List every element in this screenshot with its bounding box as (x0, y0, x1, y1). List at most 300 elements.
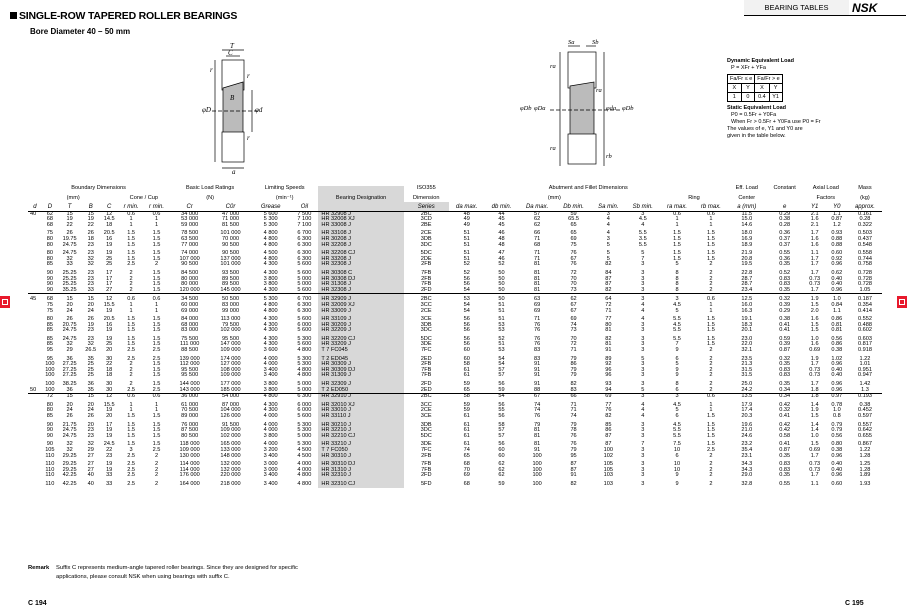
xy-factor-table (727, 74, 783, 102)
cell-rb: 1 (709, 216, 713, 223)
cell-C0r: 101 000 (220, 261, 241, 268)
cell-m: 0.728 (857, 269, 872, 276)
cell-des: HR 32909 J (318, 294, 403, 303)
cell-o: 5 600 (297, 316, 312, 323)
cell-r1: 0.6 (118, 294, 143, 303)
cell-Da: 81 (533, 432, 541, 439)
cell-da: 69 (463, 472, 470, 479)
cell-da: 53 (449, 294, 485, 303)
cell-C: 30 (106, 386, 113, 393)
cell-D: 80 (46, 316, 53, 323)
cell-Sa: 103 (603, 480, 613, 487)
cell-D: 90 (46, 427, 53, 434)
cell-Sa: 102 (603, 452, 613, 459)
cell-r2: 0.6 (144, 394, 169, 400)
cell-a: 31.5 (741, 366, 753, 373)
cell-Db: 75 (570, 241, 577, 248)
cell-e: 0.29 (779, 307, 791, 314)
cell-rb: 1.5 (707, 335, 715, 342)
cell-r1: 1 (129, 307, 133, 314)
cell-des: HR 33108 J (318, 228, 403, 237)
cell-da: 74 (463, 446, 470, 453)
static-load-note: When Fr > 0.5Fr + Y0Fa use P0 = Fr (731, 119, 821, 125)
cell-C: 19 (106, 432, 113, 439)
cell-ra: 3 (660, 394, 694, 400)
head-basic-load-ratings: Basic Load Ratings (185, 185, 235, 191)
cell-D: 62 (46, 210, 53, 217)
cell-e: 0.42 (779, 427, 791, 434)
cell-db: 45 (498, 221, 505, 228)
diagram-label-Db: φDb (520, 105, 532, 112)
cell-m: 0.655 (857, 432, 872, 439)
cell-rb: 2 (709, 269, 713, 276)
cell-g: 4 500 (263, 250, 278, 257)
cell-da: 56 (463, 327, 470, 334)
diagram-label-B: B (230, 94, 235, 102)
diagram-label-C: C (228, 49, 233, 57)
cell-des: HR 33010 J (318, 408, 403, 414)
values-note-1: The values of e, Y1 and Y0 are (727, 126, 803, 132)
cell-C0r: 137 000 (220, 255, 241, 262)
cell-r1: 2.5 (127, 452, 135, 459)
cell-g: 3 800 (263, 275, 278, 282)
cell-Cr: 80 000 (181, 275, 199, 282)
cell-e: 0.32 (766, 294, 804, 303)
cell-B: 29 (87, 446, 94, 453)
cell-r2: 2 (154, 452, 159, 459)
cell-C: 20 (106, 347, 113, 354)
cell-Cr: 84 000 (181, 316, 199, 323)
cell-db: 50 (498, 269, 505, 276)
cell-r2: 2.5 (152, 355, 161, 362)
cell-g: 3 800 (263, 281, 278, 288)
cell-T: 24.75 (62, 241, 77, 248)
cell-Da: 71 (533, 235, 541, 242)
cell-ser: 5FD (420, 480, 432, 487)
cell-B: 15 (87, 210, 94, 217)
cell-rb: 1.5 (707, 413, 715, 419)
brand-logo: NSK (852, 1, 878, 15)
cell-Db: 74 (570, 321, 577, 328)
cell-des: HR 32310 CJ (318, 479, 403, 488)
cell-da: 61 (463, 413, 470, 419)
cell-Y1: 1.5 (810, 441, 819, 448)
cell-rb: 2 (709, 452, 713, 459)
cell-m: 1.28 (859, 466, 871, 473)
cell-e: 0.87 (779, 446, 791, 453)
cell-ser: 5DC (420, 250, 432, 257)
cell-ra: 1.5 (673, 255, 681, 262)
cell-Y1: 1.7 (810, 269, 819, 276)
cell-rb: 1 (709, 301, 713, 308)
cell-o: 5 300 (297, 355, 312, 362)
cell-g: 4 000 (263, 413, 278, 419)
cell-e: 0.55 (779, 480, 791, 487)
cell-Db: 66 (556, 394, 591, 400)
column-header: D (42, 202, 58, 212)
cell-T: 42.25 (62, 472, 77, 479)
cell-r2: 2 (154, 461, 159, 468)
cell-g: 3 000 (263, 466, 278, 473)
cell-ser: 7FB (421, 269, 432, 276)
cell-o: 6 300 (297, 241, 312, 248)
cell-Sa: 94 (605, 386, 612, 393)
cell-ser: 2FD (420, 381, 432, 388)
cell-Da: 71 (533, 250, 541, 257)
cell-Da: 76 (533, 321, 541, 328)
cell-e: 0.35 (779, 361, 791, 368)
cell-Da: 91 (533, 381, 541, 388)
cell-T: 24.75 (62, 250, 77, 257)
cell-B: 20 (87, 401, 94, 408)
cell-g: 4 800 (263, 235, 278, 242)
cell-db: 57 (498, 366, 505, 373)
cell-B: 20 (87, 301, 94, 308)
cell-C: 17 (106, 275, 113, 282)
cell-m: 1.01 (859, 361, 871, 368)
cell-C: 15.5 (103, 301, 115, 308)
cell-m: 0.728 (857, 275, 872, 282)
cell-a: 32.1 (741, 347, 753, 354)
cell-e: 0.35 (779, 381, 791, 388)
head-eff-load: Eff. Load (735, 185, 758, 191)
cell-B: 23 (87, 250, 94, 257)
cell-Da: 100 (532, 480, 542, 487)
cell-r1: 1.5 (127, 321, 135, 328)
cell-Y1: 1.6 (810, 241, 819, 248)
cell-B: 32 (87, 341, 94, 348)
cell-Y0: 0.88 (831, 235, 843, 242)
cell-Y0: 0.38 (831, 347, 843, 354)
cell-r1: 1 (129, 301, 133, 308)
cell-C: 22 (106, 361, 113, 368)
cell-r2: 1.5 (152, 327, 161, 334)
cell-o: 6 300 (297, 301, 312, 308)
cell-Y0: 0.88 (831, 241, 843, 248)
cell-des: HR 33210 J (318, 439, 403, 448)
cell-ra: 1 (675, 221, 679, 228)
cell-T: 35.25 (62, 286, 77, 293)
cell-Y1: 0.73 (809, 366, 821, 373)
cell-Sa: 82 (605, 413, 612, 419)
cell-Y1: 1.0 (810, 335, 819, 342)
cell-o: 6 700 (290, 294, 318, 303)
cell-C: 33 (106, 472, 113, 479)
cell-Sa: 92 (605, 361, 612, 368)
cell-db: 58 (498, 421, 505, 428)
cell-Sa: 69 (591, 394, 625, 400)
head-bearing-designation: Bearing Designation (318, 196, 403, 202)
cell-da: 51 (463, 241, 470, 248)
cell-des: T 7 FC050 (318, 448, 403, 454)
cell-a: 14.6 (741, 221, 753, 228)
cell-C: 17 (106, 281, 113, 288)
cell-r2: 1.5 (152, 381, 161, 388)
cell-rb: 1.5 (707, 235, 715, 242)
section-tag: BEARING TABLES (744, 0, 849, 15)
cell-db: 56 (498, 441, 505, 448)
page-title (10, 10, 237, 22)
cell-C: 12 (100, 294, 118, 303)
cell-o: 5 300 (297, 335, 312, 342)
cell-Y0: 0.40 (831, 466, 843, 473)
cell-db: 54 (485, 394, 518, 400)
cell-rb: 2 (709, 466, 713, 473)
cell-Da: 81 (533, 261, 541, 268)
cell-Sa: 103 (603, 472, 613, 479)
head-kg: (kg) (860, 195, 870, 201)
cell-e: 0.83 (779, 366, 791, 373)
cell-C: 19 (106, 307, 113, 314)
cell-m: 1.89 (859, 472, 871, 479)
cell-C: 12 (106, 210, 113, 217)
cell-Y1: 1.4 (810, 401, 819, 408)
cell-g: 3 600 (263, 347, 278, 354)
cell-m: 0.642 (857, 427, 872, 434)
cell-C0r: 148 000 (220, 452, 241, 459)
cell-r1: 0.6 (127, 210, 135, 217)
cell-Sb: 7 (641, 441, 645, 448)
cell-B: 35 (87, 386, 94, 393)
cell-Y1: 1.5 (810, 413, 819, 419)
cell-ser: 7FB (421, 461, 432, 468)
cell-m: 0.452 (857, 407, 872, 414)
cell-ser: 2BC (404, 394, 449, 400)
cell-ser: 3CC (420, 301, 432, 308)
cell-o: 5 000 (297, 281, 312, 288)
cell-C: 19 (106, 335, 113, 342)
cell-a: 32.8 (741, 480, 753, 487)
cell-da: 61 (463, 432, 470, 439)
cell-Sa: 96 (605, 372, 612, 379)
diagram-label-Db2: φDb (622, 105, 634, 112)
cell-B: 25 (87, 372, 94, 379)
cell-o: 7 100 (297, 216, 312, 223)
cell-Cr: 95 500 (181, 372, 199, 379)
cell-Sb: 3 (641, 466, 645, 473)
cell-rb: 1.5 (707, 432, 715, 439)
cell-a: 20.1 (741, 327, 753, 334)
cell-m: 0.817 (857, 341, 872, 348)
cell-C0r: 79 500 (221, 321, 240, 328)
cell-e: 0.35 (779, 261, 791, 268)
cell-C0r: 81 500 (221, 221, 240, 228)
cell-da: 59 (463, 407, 470, 414)
cell-ser: 3DE (420, 441, 432, 448)
remark-line-1: Suffix C represents medium-angle tapered roller bearings. Since they are designed for specific (56, 565, 298, 571)
cell-des: HR 30308 DJ (318, 277, 403, 283)
cell-Y1: 1.1 (810, 250, 819, 257)
cell-d (28, 420, 42, 429)
cell-r2: 1.5 (152, 372, 161, 379)
equivalent-load-formulas (727, 58, 897, 140)
cell-r2: 1.5 (152, 441, 161, 448)
cell-g: 4 300 (263, 341, 278, 348)
cell-Cr: 87 500 (181, 427, 199, 434)
cell-Sb: 4 (641, 307, 645, 314)
cell-C0r: 127 000 (220, 361, 241, 368)
cell-Db: 76 (570, 441, 577, 448)
page-number-right: C 195 (845, 600, 864, 607)
cell-B: 23 (87, 269, 94, 276)
cell-Cr: 70 500 (181, 407, 199, 414)
cell-o: 5 000 (297, 432, 312, 439)
cell-C0r: 95 500 (221, 335, 240, 342)
head-dimension: Dimension (413, 195, 440, 201)
cell-Db: 86 (570, 361, 577, 368)
cell-a: 20.3 (741, 413, 753, 419)
cell-r1: 2 (129, 372, 133, 379)
cell-B: 23 (87, 432, 94, 439)
cell-des: HR 33209 J (318, 342, 403, 348)
cell-a: 18.9 (741, 241, 753, 248)
cell-m: 0.867 (857, 441, 872, 448)
cell-Db: 76 (570, 432, 577, 439)
cell-r2: 0.6 (152, 210, 161, 217)
cell-Y0: 0.96 (831, 381, 843, 388)
cell-o: 4 800 (297, 472, 312, 479)
cell-r1: 1.5 (127, 427, 135, 434)
cell-a: 20.8 (741, 255, 753, 262)
cell-r1: 2.5 (127, 480, 135, 487)
cell-rb: 1.5 (707, 241, 715, 248)
cell-ra: 4.5 (673, 401, 681, 408)
cell-o: 7 500 (297, 210, 312, 217)
cell-rb: 2 (709, 355, 713, 362)
cell-T: 36 (66, 386, 73, 393)
cell-des: HR 30208 J (318, 237, 403, 243)
cell-Y0: 1.1 (832, 307, 841, 314)
cell-r1: 0.6 (118, 394, 143, 400)
cell-Sb: 3 (641, 347, 645, 354)
cell-Sb: 3 (641, 432, 645, 439)
cell-Sa: 87 (605, 281, 612, 288)
cell-des: T 2 ED045 (318, 354, 403, 363)
cell-Cr: 78 500 (181, 230, 199, 237)
cell-r2: 2 (154, 261, 159, 268)
cell-C0r: 71 000 (221, 216, 240, 223)
cell-d (28, 459, 42, 468)
cell-Sb: 4 (641, 221, 645, 228)
cell-Cr: 76 000 (181, 421, 199, 428)
cell-B: 40 (87, 480, 94, 487)
cell-T: 22 (66, 221, 73, 228)
cell-Y0: 0.96 (831, 452, 843, 459)
cell-a: 17.9 (741, 401, 753, 408)
cell-Y1: 1.4 (810, 427, 819, 434)
column-header: Da max. (518, 202, 556, 212)
cell-a: 16.3 (741, 307, 753, 314)
cell-ser: 2FB (421, 361, 432, 368)
cell-e: 0.83 (779, 461, 791, 468)
cell-des: HR 31310 J (318, 468, 403, 474)
cell-Sb: 5.5 (638, 241, 647, 248)
cell-T: 19 (66, 216, 73, 223)
cell-Y1: 0.69 (809, 446, 821, 453)
cell-Da: 91 (533, 446, 541, 453)
cell-Y1: 1.9 (810, 355, 819, 362)
cell-m: 0.558 (857, 250, 872, 257)
cell-T: 24 (66, 307, 73, 314)
cell-Da: 76 (533, 413, 541, 419)
cell-Db: 69 (570, 316, 577, 323)
cell-ser: 3DC (420, 241, 432, 248)
cell-Sb: 3 (641, 461, 645, 468)
cell-d (28, 228, 42, 237)
cell-g: 3 400 (263, 472, 278, 479)
cell-a: 23.0 (741, 335, 753, 342)
cell-db: 56 (498, 381, 505, 388)
cell-ra: 6 (675, 355, 679, 362)
cell-Y1: 1.7 (810, 255, 819, 262)
cell-ra: 8 (675, 275, 679, 282)
cell-e: 0.34 (779, 386, 791, 393)
cell-e: 0.83 (779, 275, 791, 282)
cell-m: 0.947 (857, 372, 872, 379)
cell-m: 0.744 (857, 255, 872, 262)
cell-C: 14.5 (103, 216, 115, 223)
page-title-text: SINGLE-ROW TAPERED ROLLER BEARINGS (19, 10, 238, 22)
cell-D: 75 (46, 307, 53, 314)
cell-Cr: 95 500 (181, 366, 199, 373)
cell-Sb: 4 (641, 401, 645, 408)
cell-Y0: 0.96 (831, 472, 843, 479)
cell-e: 0.87 (779, 347, 791, 354)
cell-g: 4 300 (263, 286, 278, 293)
column-header: Db min. (556, 202, 591, 212)
cell-da: 60 (463, 355, 470, 362)
cell-des: HR 31309 J (318, 373, 403, 379)
cell-e: 0.39 (779, 301, 791, 308)
cell-rb: 2 (709, 286, 713, 293)
cell-C0r: 93 500 (221, 269, 240, 276)
cell-T: 33 (66, 261, 73, 268)
cell-da: 51 (463, 255, 470, 262)
cell-db: 52 (498, 335, 505, 342)
cell-T: 15 (58, 294, 82, 303)
diagram-label-Sb: Sb (592, 39, 599, 46)
cell-Cr: 107 000 (179, 255, 200, 262)
cell-r1: 2.5 (127, 386, 135, 393)
cell-rb: 2 (709, 281, 713, 288)
cell-e: 0.41 (779, 327, 791, 334)
cell-a: 23.1 (741, 452, 753, 459)
cell-C: 18 (106, 366, 113, 373)
cell-rb: 2 (709, 480, 713, 487)
cell-Y0: 0.40 (831, 366, 843, 373)
cell-D: 85 (46, 327, 53, 334)
cell-da: 61 (463, 421, 470, 428)
cell-g: 3 400 (263, 452, 278, 459)
cell-r2: 1.5 (152, 341, 161, 348)
cell-des: HR 32910 J (318, 394, 403, 400)
cell-C: 19 (106, 466, 113, 473)
cell-ra: 6 (675, 452, 679, 459)
cell-Sa: 93 (605, 381, 612, 388)
head-mass: Mass (858, 185, 872, 191)
cell-ser: 3DE (420, 341, 432, 348)
cell-e: 0.35 (779, 472, 791, 479)
cell-Sb: 3 (626, 294, 660, 303)
cell-Y1: 1.9 (804, 294, 826, 303)
cell-ser: 7FC (420, 446, 432, 453)
column-header: C0r (210, 202, 251, 212)
cell-ser: 2BC (404, 294, 449, 303)
cell-da: 51 (463, 250, 470, 257)
cell-da: 56 (463, 321, 470, 328)
cell-a: 28.7 (741, 275, 753, 282)
cell-ser: 2CE (420, 407, 432, 414)
